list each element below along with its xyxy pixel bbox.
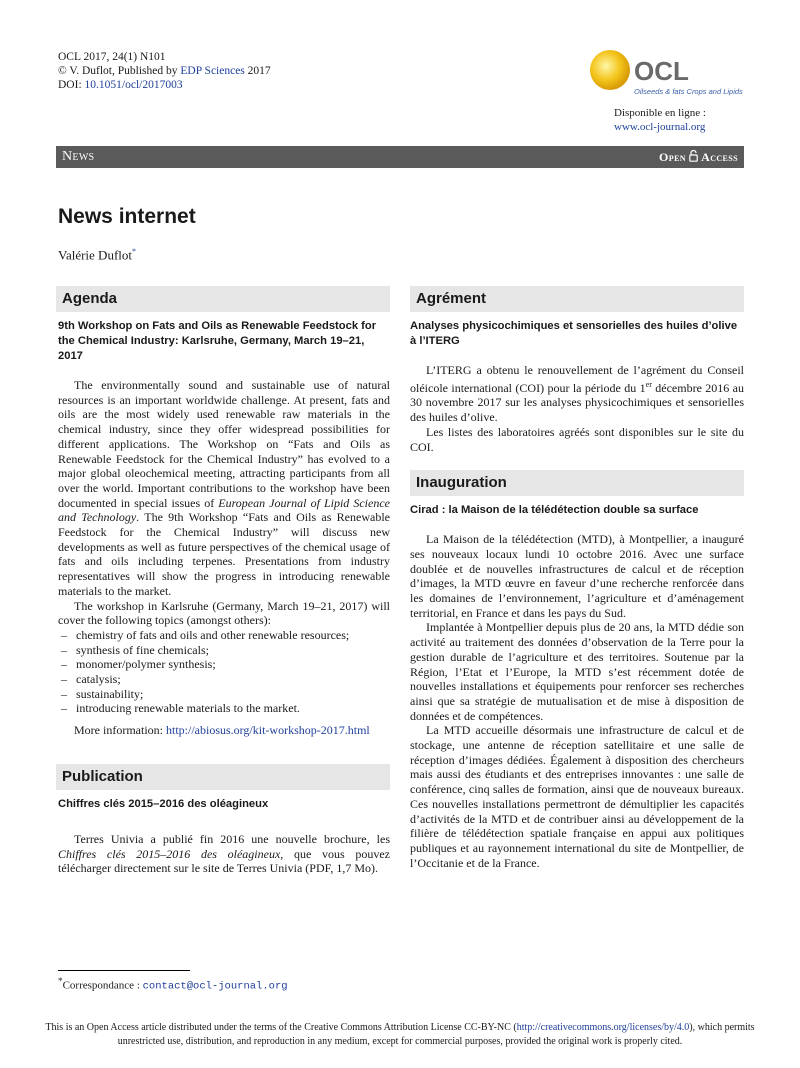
more-info-label: More information: bbox=[74, 723, 166, 738]
list-item: – catalysis; bbox=[58, 672, 390, 687]
open-access-suffix: Access bbox=[701, 150, 738, 164]
agenda-more-info bbox=[58, 723, 390, 738]
publication-p-b: , que vous pouvez télécharger directement sur le site de Terres Univia (PDF, 1,7 Mo). bbox=[58, 846, 390, 876]
agrement-paragraph-2: Les listes des laboratoires agréés sont disponibles sur le site du COI. bbox=[410, 424, 744, 454]
agenda-heading: Agenda bbox=[56, 286, 390, 312]
journal-url-link[interactable]: www.ocl-journal.org bbox=[614, 121, 706, 133]
right-column bbox=[410, 286, 744, 870]
article-title: News internet bbox=[58, 205, 196, 228]
agenda-paragraph-2: The workshop in Karlsruhe (Germany, March 19–21, 2017) will cover the following topics (amongst others): bbox=[58, 598, 390, 628]
agrement-heading: Agrément bbox=[410, 286, 744, 312]
publication-body bbox=[56, 832, 390, 876]
agrement-subtitle: Analyses physicochimiques et sensorielles des huiles d’olive à l’ITERG bbox=[410, 320, 738, 347]
banner-news-label: News bbox=[62, 149, 95, 164]
contact-email-link[interactable]: contact@ocl-journal.org bbox=[142, 980, 288, 993]
list-item: – introducing renewable materials to the market. bbox=[58, 701, 390, 716]
license-text-b: ), which permits unrestricted use, distribution, and reproduction in any medium, except for commercial purposes, provided the original work is properly cited. bbox=[117, 1022, 755, 1047]
publication-heading: Publication bbox=[56, 764, 390, 790]
sun-logo-icon bbox=[588, 46, 748, 104]
online-availability bbox=[614, 106, 706, 134]
inauguration-subtitle: Cirad : la Maison de la télédétection double sa surface bbox=[410, 504, 699, 517]
publication-p-a: Terres Univia a publié fin 2016 une nouvelle brochure, les bbox=[74, 831, 390, 846]
left-column bbox=[56, 286, 390, 876]
list-item: – sustainability; bbox=[58, 687, 390, 702]
article-meta bbox=[58, 50, 271, 92]
copyright-prefix: © V. Duflot, Published by bbox=[58, 65, 181, 77]
license-link[interactable]: http://creativecommons.org/licenses/by/4.0 bbox=[516, 1022, 690, 1033]
inauguration-body bbox=[410, 532, 744, 870]
footnote-mark: * bbox=[58, 976, 63, 986]
agenda-body bbox=[56, 378, 390, 738]
footnote-separator: : bbox=[134, 979, 143, 992]
agrement-p1-b: décembre 2016 au 30 novembre 2017 sur les analyses physicochimiques et sensorielles des huiles d’olive. bbox=[410, 380, 745, 425]
author-footnote-mark[interactable]: * bbox=[132, 247, 137, 256]
list-item: – chemistry of fats and oils and other renewable resources; bbox=[58, 628, 390, 643]
agenda-p1-b: . The 9th Workshop “Fats and Oils as Renewable Feedstock for the Chemical Industry” will discuss new developments as well as future perspectives of the chemical usage of fats and oils including terpenes. Presentations from industry representatives will show the progress in introducing renewable materials to the market. bbox=[58, 510, 390, 598]
copyright-line bbox=[58, 64, 271, 78]
inauguration-heading: Inauguration bbox=[410, 470, 744, 496]
workshop-link[interactable]: http://abiosus.org/kit-workshop-2017.html bbox=[165, 723, 370, 738]
agrement-body bbox=[410, 363, 744, 454]
publication-title-italic: Chiffres clés 2015–2016 des oléagineux bbox=[58, 846, 281, 861]
logo-tagline: Oilseeds & fats Crops and Lipids bbox=[634, 87, 743, 96]
open-access-prefix: Open bbox=[659, 150, 686, 164]
publisher-link[interactable]: EDP Sciences bbox=[180, 65, 245, 77]
agenda-journal-name: European Journal of Lipid Science and Technology bbox=[58, 495, 390, 525]
journal-line: OCL 2017, 24(1) N101 bbox=[58, 51, 166, 63]
doi-line bbox=[58, 78, 271, 92]
agenda-p1-a: The environmentally sound and sustainable use of natural resources is an important worldwide challenge. At present, fats and oils are the most widely used renewable raw materials in the chemical industry, since they offer widespread possibilities for different applications. The Workshop on “Fats and Oils as Renewable Feedstock for the Chemical Industry” has evolved to a major global oleochemical meeting, attracting participants from all over the world. Important contributions to the workshop have been documented in special issues of bbox=[58, 378, 390, 510]
license-notice bbox=[40, 1021, 760, 1049]
inauguration-paragraph-2: Implantée à Montpellier depuis plus de 20 ans, la MTD dédie son activité au traitement des données d’observation de la Terre pour la gestion durable de l’agriculture et des territoires. Soutenue par la Région, l’Etat et l’Europe, la MTD s’est récemment dotée de nouvelles installations et équipements pour renforcer ses recherches ainsi que sa stratégie de mutualisation et de mise à disposition de données et de compétences. bbox=[410, 620, 744, 723]
inauguration-paragraph-1: La Maison de la télédétection (MTD), à Montpellier, a inauguré ses nouveaux locaux lundi 10 octobre 2016. Avec une surface doublée et de nouvelles infrastructures de calcul et de réception d’images, la MTD œuvre en faveur d’une recherche renforcée dans les domaines de l’environnement, l’agriculture et d’aménagement territorial, en France et dans les pays du Sud. bbox=[410, 532, 744, 620]
license-text-a: This is an Open Access article distributed under the terms of the Creative Commons Attribution License CC-BY-NC ( bbox=[45, 1022, 517, 1033]
list-item: – monomer/polymer synthesis; bbox=[58, 657, 390, 672]
author-name: Valérie Duflot bbox=[58, 247, 133, 263]
copyright-year: 2017 bbox=[244, 65, 271, 77]
open-lock-icon bbox=[689, 150, 698, 162]
agenda-subtitle: 9th Workshop on Fats and Oils as Renewable Feedstock for the Chemical Industry: Karlsruhe, Germany, March 19–21, 2017 bbox=[58, 320, 377, 362]
doi-prefix: DOI: bbox=[58, 79, 85, 91]
doi-link[interactable]: 10.1051/ocl/2017003 bbox=[84, 79, 183, 91]
inauguration-paragraph-3: La MTD accueille désormais une infrastructure de calcul et de stockage, une antenne de réception satellitaire et une salle de réception d’images dédiées. Également à disposition des chercheurs mais aussi des étudiants et des entreprises innovantes : une salle de conférence, cinq salles de formation, ainsi que de nouveaux bureaux. Ces nouvelles installations permettront de démultiplier les capacités d’activités de la MTD et de contribuer ainsi au développement de la filière de télédétection spatiale française en appui aux politiques publiques et au rayonnement international du site de Montpellier, de l’Occitanie et de la France. bbox=[410, 723, 744, 870]
dispo-label: Disponible en ligne : bbox=[614, 107, 706, 119]
open-access-label bbox=[659, 150, 738, 165]
ocl-logo bbox=[588, 46, 748, 104]
list-item: – synthesis of fine chemicals; bbox=[58, 643, 390, 658]
agenda-paragraph-1 bbox=[58, 378, 390, 599]
footnote-label: Correspondance bbox=[62, 979, 135, 992]
agrement-p1-sup: er bbox=[645, 379, 652, 389]
agrement-paragraph-1 bbox=[410, 363, 744, 425]
logo-text: OCL bbox=[634, 56, 689, 86]
agenda-topics-list bbox=[58, 628, 390, 716]
agrement-p1-a: L’ITERG a obtenu le renouvellement de l’agrément du Conseil oléicole international (COI) pour la période du 1 bbox=[410, 363, 744, 395]
publication-paragraph bbox=[58, 832, 390, 876]
footnote bbox=[58, 976, 288, 993]
section-banner bbox=[56, 146, 744, 168]
author-line bbox=[58, 247, 136, 263]
publication-subtitle: Chiffres clés 2015–2016 des oléagineux bbox=[58, 797, 269, 810]
footnote-divider bbox=[58, 970, 190, 971]
